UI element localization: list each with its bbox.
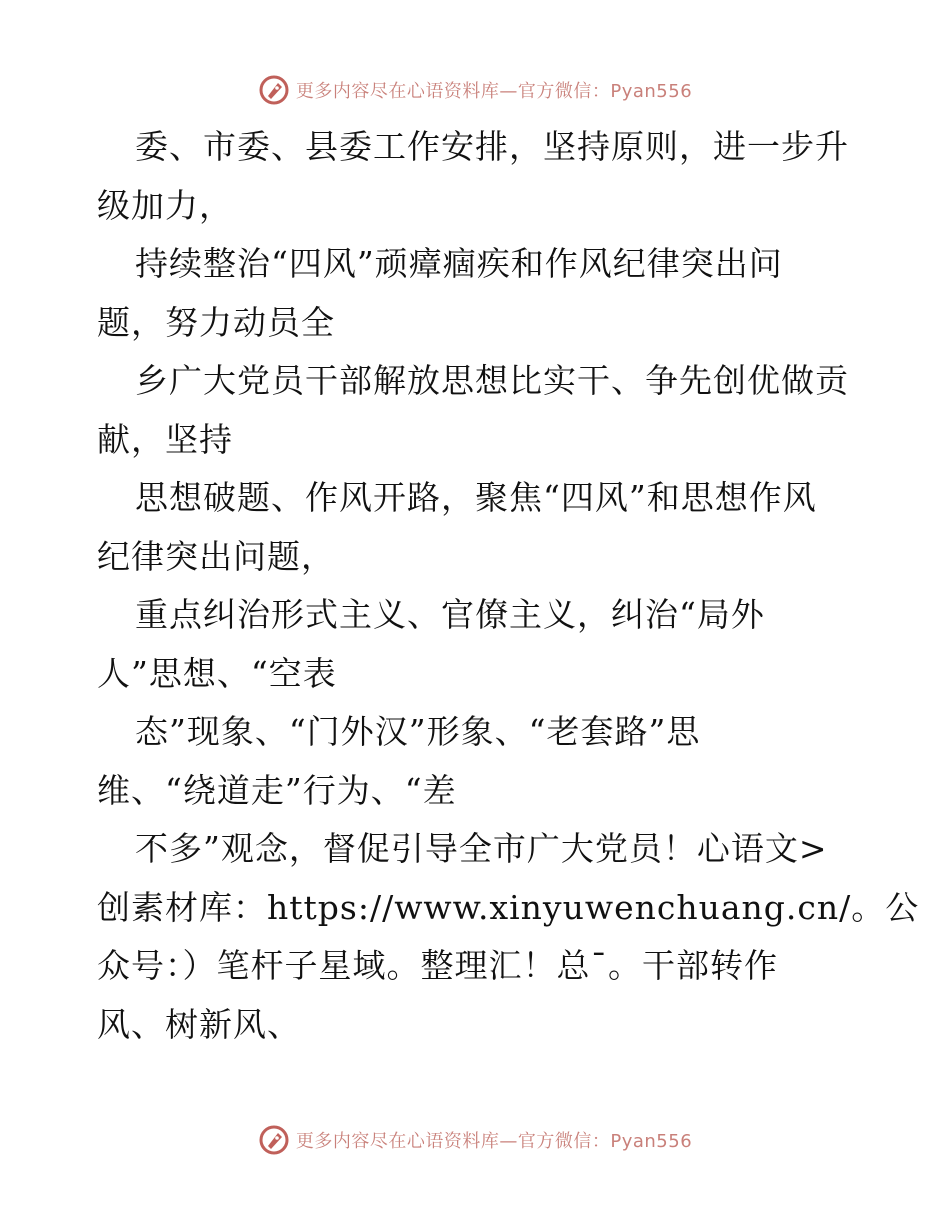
text-line: 持续整治“四风”顽瘴痼疾和作风纪律突出问 — [135, 244, 783, 283]
pen-nib-logo-icon — [258, 74, 290, 106]
text-line: 风、树新风、 — [97, 1004, 301, 1044]
text-line: 乡广大党员干部解放思想比实干、争先创优做贡 — [135, 361, 849, 400]
text-line: 题，努力动员全 — [97, 302, 335, 342]
text-line: 不多”观念，督促引导全市广大党员！心语文> — [135, 829, 828, 868]
pen-nib-logo-icon — [258, 1124, 290, 1156]
text-line: 态”现象、“门外汉”形象、“老套路”思 — [135, 712, 701, 751]
text-line: 纪律突出问题， — [97, 536, 335, 576]
text-line: 众号：）笔杆子星域。整理汇！总¯。干部转作 — [97, 946, 778, 985]
document-body — [97, 118, 920, 1054]
watermark-text: 更多内容尽在心语资料库—官方微信：Pyan556 — [295, 1131, 693, 1152]
text-line: 人”思想、“空表 — [97, 653, 337, 693]
text-line: 创素材库：https://www.xinyuwenchuang.cn/。公 — [97, 887, 920, 927]
header-watermark — [0, 70, 950, 110]
text-line: 思想破题、作风开路，聚焦“四风”和思想作风 — [135, 478, 817, 517]
watermark-text: 更多内容尽在心语资料库—官方微信：Pyan556 — [295, 81, 693, 102]
text-line: 重点纠治形式主义、官僚主义，纠治“局外 — [135, 595, 765, 634]
text-line: 委、市委、县委工作安排，坚持原则，进一步升 — [135, 127, 849, 166]
text-line: 维、“绕道走”行为、“差 — [97, 770, 457, 810]
footer-watermark — [0, 1120, 950, 1160]
text-line: 献，坚持 — [97, 419, 233, 459]
text-line: 级加力， — [97, 185, 233, 225]
